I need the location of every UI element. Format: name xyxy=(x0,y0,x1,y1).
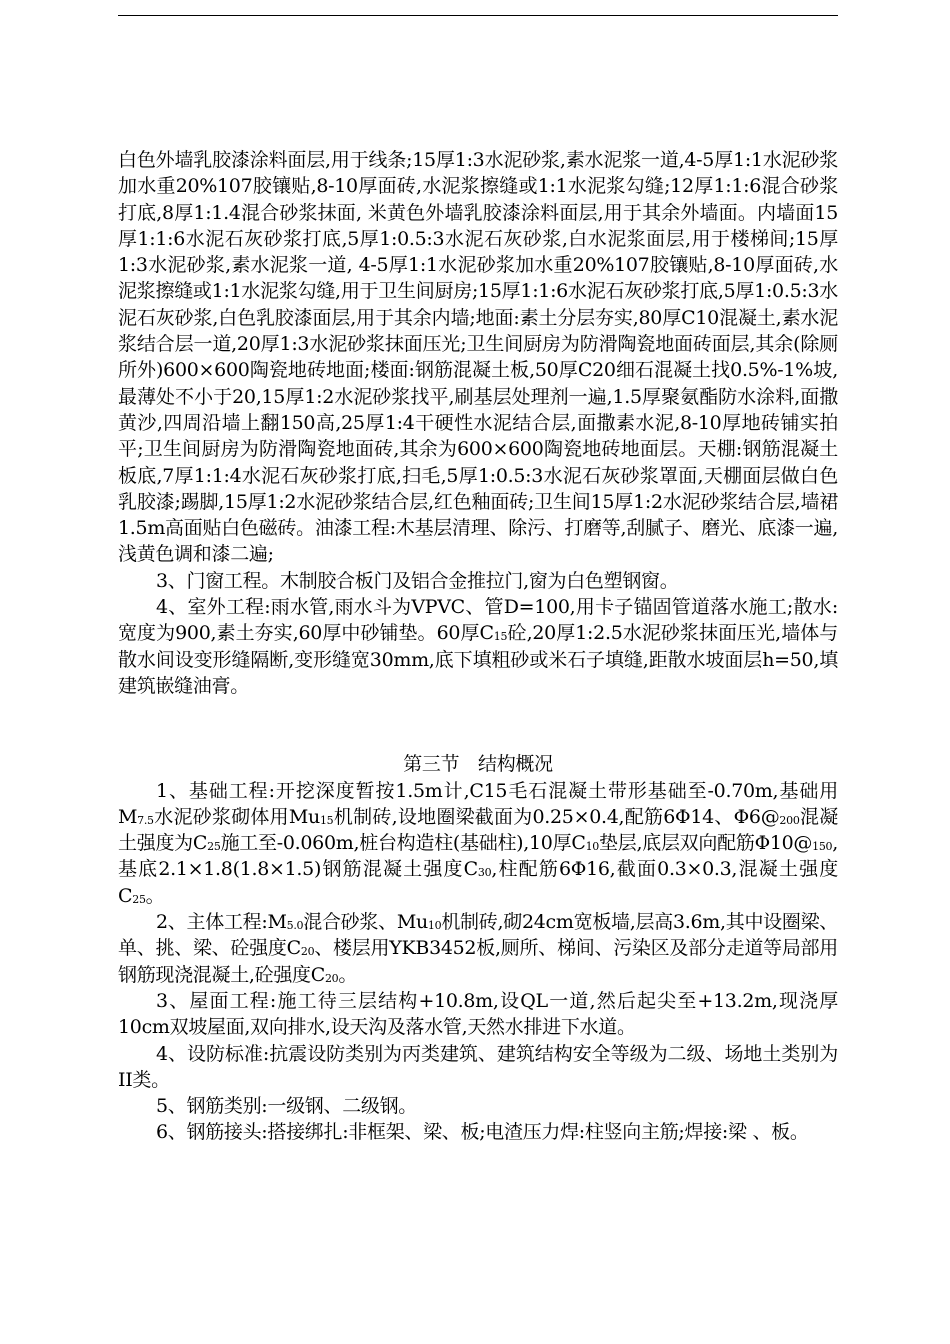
section-spacer xyxy=(118,699,838,751)
paragraph-rebar-joints: 6、钢筋接头:搭接绑扎:非框架、梁、板;电渣压力焊:柱竖向主筋;焊接:梁 、板。 xyxy=(156,1121,809,1144)
main-structure-sub: 20 xyxy=(324,971,339,985)
foundation-sub: 25 xyxy=(132,892,146,906)
foundation-text: 机制砖,设地圈梁截面为0.25×0.4,配筋6Φ14、Φ6@ xyxy=(333,805,780,828)
paragraph-rebar-types: 5、钢筋类别:一级钢、二级钢。 xyxy=(156,1095,417,1118)
paragraph-finishes: 白色外墙乳胶漆涂料面层,用于线条;15厚1:3水泥砂浆,素水泥浆一道,4-5厚1:1水泥砂浆加水重20%107胶镶贴,8-10厚面砖,水泥浆擦缝或1:1水泥浆勾缝;12厚1:1:6混合砂浆打底,8厚1:1.4混合砂浆抹面, 米黄色外墙乳胶漆涂料面层,用于其余外墙面。内墙面15厚1:1:6水泥石灰砂浆打底,5厚1:0.5:3水泥石灰砂浆,白水泥浆面层,用于楼梯间;15厚1:3水泥砂浆,素水泥浆一道, 4-5厚1:1水泥砂浆加水重20%107胶镶贴,8-10厚面砖,水泥浆擦缝或1:1水泥浆勾缝,用于卫生间厨房;15厚1:1:6水泥石灰砂浆打底,5厚1:0.5:3水泥石灰砂浆,白色乳胶漆面层,用于其余内墙;地面:素土分层夯实,80厚C10混凝土,素水泥浆结合层一道,20厚1:3水泥砂浆抹面压光;卫生间厨房为防滑陶瓷地面砖面层,其余(除厕所外)600×600陶瓷地砖地面;楼面:钢筋混凝土板,50厚C20细石混凝土找0.5%-1%坡,最薄处不小于20,15厚1:2水泥砂浆找平,刷基层处理剂一遍,1.5厚聚氨酯防水涂料,面撒黄沙,四周沿墙上翻150高,25厚1:4干硬性水泥结合层,面撒素水泥,8-10厚地砖铺实拍平;卫生间厨房为防滑陶瓷地面砖,其余为600×600陶瓷地砖地面层。天棚:钢筋混凝土板底,7厚1:1:4水泥石灰砂浆打底,扫毛,5厚1:0.5:3水泥石灰砂浆罩面,天棚面层做白色乳胶漆;踢脚,15厚1:2水泥砂浆结合层,红色釉面砖;卫生间15厚1:2水泥砂浆结合层,墙裙1.5m高面贴白色磁砖。油漆工程:木基层清理、除污、打磨等,刮腻子、磨光、底漆一遍,浅黄色调和漆二遍; xyxy=(118,149,838,566)
foundation-text: 混凝土强度为C xyxy=(118,805,838,855)
foundation-sub: 30 xyxy=(477,866,492,880)
outdoor-subscript: 15 xyxy=(493,630,508,644)
main-structure-text: 2、主体工程:M xyxy=(156,911,287,934)
foundation-sub: 7.5 xyxy=(137,813,154,827)
foundation-text: 垫层,底层双向配筋Φ10@ xyxy=(599,832,813,855)
paragraph-doors-windows: 3、门窗工程。木制胶合板门及铝合金推拉门,窗为白色塑钢窗。 xyxy=(156,569,679,592)
foundation-text: 1、基础工程:开挖深度暂按1.5m计,C15毛石混凝土带形基础至-0.70m,基础用M xyxy=(118,779,838,828)
foundation-text: 。 xyxy=(145,884,165,907)
main-structure-sub: 20 xyxy=(300,945,315,959)
paragraph-outdoor-works xyxy=(118,594,838,699)
main-structure-text: 、楼层用YKB3452板,厕所、梯间、污染区及部分走道等局部用钢筋现浇混凝土,砼强度C xyxy=(118,937,838,986)
foundation-sub: 150 xyxy=(812,840,833,854)
main-structure-text: 混合砂浆、Mu xyxy=(303,911,428,934)
foundation-text: ,基底2.1×1.8(1.8×1.5)钢筋混凝土强度C xyxy=(118,832,838,881)
foundation-text: 水泥砂浆砌体用Mu xyxy=(153,805,320,828)
paragraph-main-structure xyxy=(118,909,838,988)
foundation-sub: 25 xyxy=(207,840,221,854)
outdoor-text-2: 砼,20厚1:2.5水泥砂浆抹面压光,墙体与散水间设变形缝隔断,变形缝宽30mm,底下填粗砂或米石子填缝,距散水坡面层h=50,填建筑嵌缝油膏。 xyxy=(118,622,838,697)
main-structure-sub: 10 xyxy=(427,919,442,933)
foundation-sub: 10 xyxy=(585,840,599,854)
main-structure-text: 。 xyxy=(338,963,358,986)
paragraph-roof: 3、屋面工程:施工待三层结构+10.8m,设QL一道,然后起尖至+13.2m,现浇厚10cm双坡屋面,双向排水,设天沟及落水管,天然水排进下水道。 xyxy=(118,989,838,1039)
paragraph-foundation xyxy=(118,778,838,909)
section-title: 第三节 结构概况 xyxy=(403,753,553,776)
main-structure-text: 机制砖,砌24cm宽板墙,层高3.6m,其中设圈梁、单、挑、梁、砼强度C xyxy=(118,911,839,960)
foundation-text: ,柱配筋6Φ16,截面0.3×0.3,混凝土强度C xyxy=(118,858,838,907)
foundation-sub: 15 xyxy=(319,813,334,827)
document-body xyxy=(118,147,838,1146)
foundation-text: 施工至-0.060m,桩台构造柱(基础柱),10厚C xyxy=(220,832,586,855)
outdoor-text-1: 4、室外工程:雨水管,雨水斗为VPVC、管D=100,用卡子锚固管道落水施工;散水:宽度为900,素土夯实,60厚中砂铺垫。60厚C xyxy=(118,596,838,645)
header-rule xyxy=(118,15,838,16)
main-structure-sub: 5.0 xyxy=(286,919,304,933)
foundation-sub: 200 xyxy=(779,813,800,827)
paragraph-seismic-standard: 4、设防标准:抗震设防类别为丙类建筑、建筑结构安全等级为二级、场地土类别为II类。 xyxy=(118,1042,838,1091)
